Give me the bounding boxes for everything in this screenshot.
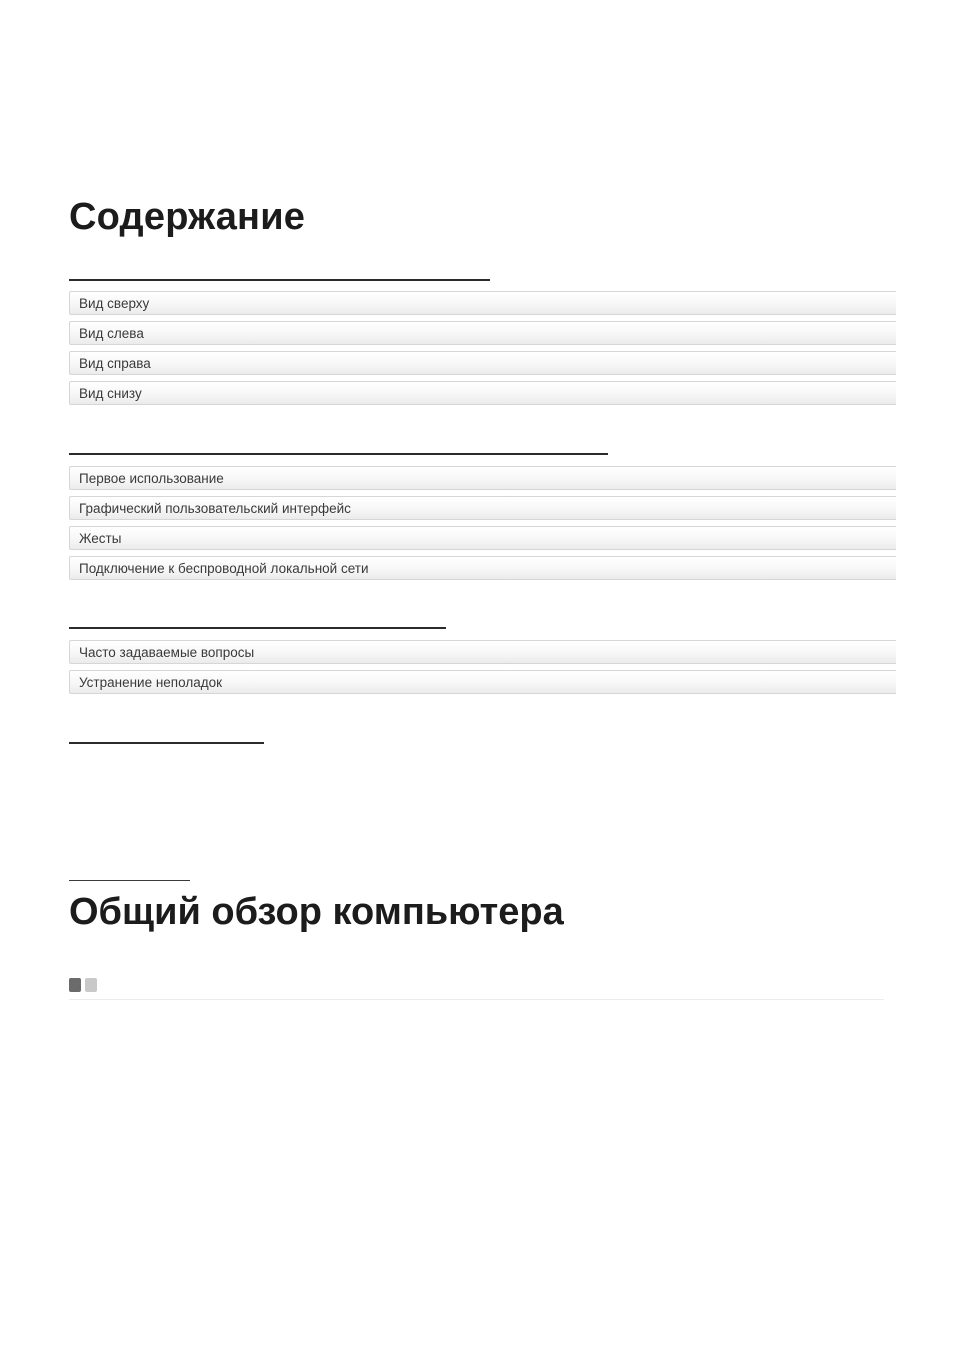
toc-item-wlan[interactable]: Подключение к беспроводной локальной сети [69, 556, 896, 580]
section-heading-rule [69, 453, 608, 455]
toc-list-section-3 [69, 640, 896, 700]
toc-item-left-view[interactable]: Вид слева [69, 321, 896, 345]
section-heading-rule [69, 742, 264, 744]
page-title: Содержание [69, 196, 306, 238]
overview-rule [69, 880, 190, 881]
image-pager [69, 978, 97, 992]
toc-item-troubleshooting[interactable]: Устранение неполадок [69, 670, 896, 694]
toc-item-gestures[interactable]: Жесты [69, 526, 896, 550]
section-heading-rule [69, 279, 490, 281]
content-divider [69, 999, 884, 1000]
pager-dot-1[interactable] [69, 978, 81, 992]
toc-item-gui[interactable]: Графический пользовательский интерфейс [69, 496, 896, 520]
toc-item-bottom-view[interactable]: Вид снизу [69, 381, 896, 405]
toc-list-section-2 [69, 466, 896, 586]
toc-item-right-view[interactable]: Вид справа [69, 351, 896, 375]
toc-item-faq[interactable]: Часто задаваемые вопросы [69, 640, 896, 664]
overview-title: Общий обзор компьютера [69, 891, 564, 933]
pager-dot-2[interactable] [85, 978, 97, 992]
toc-item-top-view[interactable]: Вид сверху [69, 291, 896, 315]
toc-list-section-1 [69, 291, 896, 411]
section-heading-rule [69, 627, 446, 629]
toc-item-first-use[interactable]: Первое использование [69, 466, 896, 490]
